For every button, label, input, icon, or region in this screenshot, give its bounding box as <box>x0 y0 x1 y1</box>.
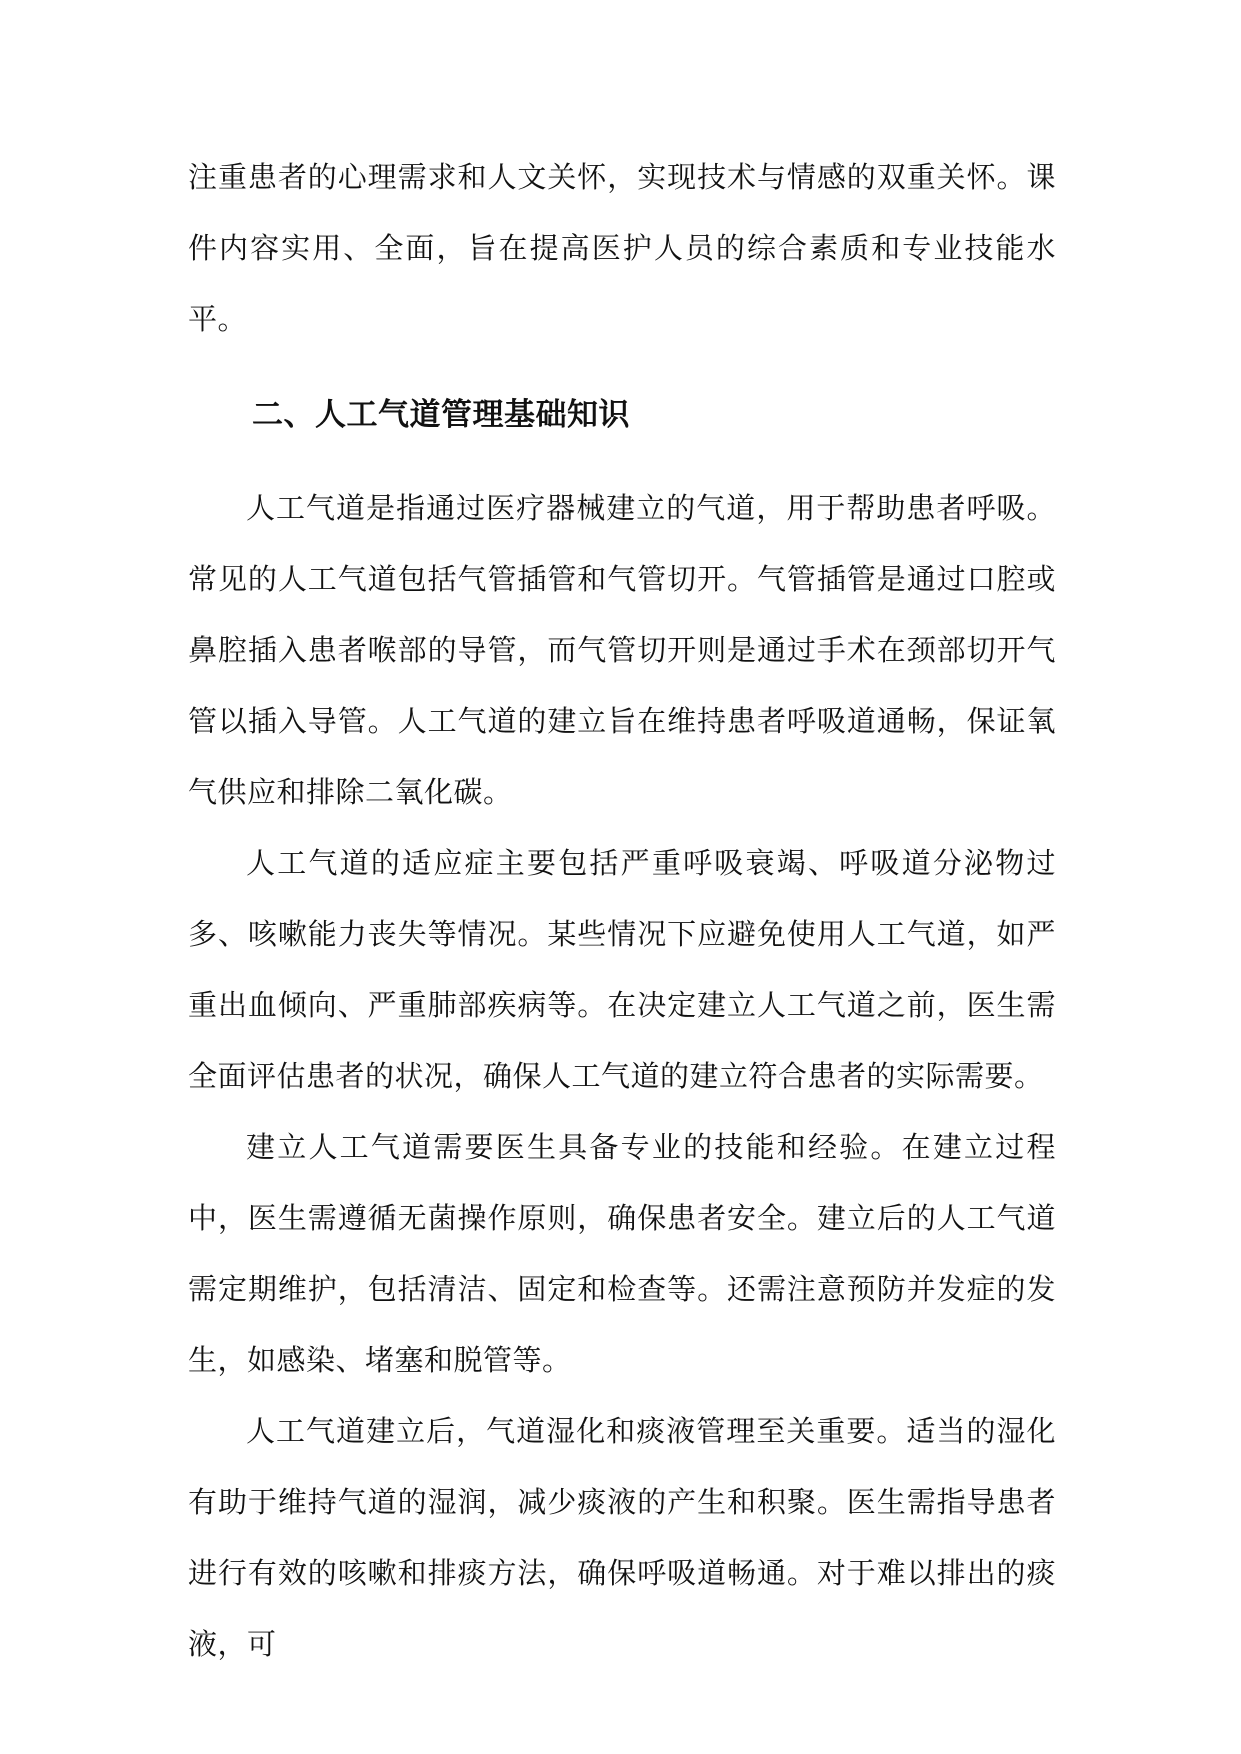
paragraph-establishment: 建立人工气道需要医生具备专业的技能和经验。在建立过程中，医生需遵循无菌操作原则，确保患者安全。建立后的人工气道需定期维护，包括清洁、固定和检查等。还需注意预防并发症的发生，如感染、堵塞和脱管等。 <box>188 1130 1056 1377</box>
paragraph-humidification: 人工气道建立后，气道湿化和痰液管理至关重要。适当的湿化有助于维持气道的湿润，减少痰液的产生和积聚。医生需指导患者进行有效的咳嗽和排痰方法，确保呼吸道畅通。对于难以排出的痰液，可 <box>188 1414 1056 1661</box>
paragraph-indications: 人工气道的适应症主要包括严重呼吸衰竭、呼吸道分泌物过多、咳嗽能力丧失等情况。某些情况下应避免使用人工气道，如严重出血倾向、严重肺部疾病等。在决定建立人工气道之前，医生需全面评估患者的状况，确保人工气道的建立符合患者的实际需要。 <box>188 846 1056 1093</box>
document-body <box>188 142 1056 1680</box>
section-heading: 二、人工气道管理基础知识 <box>252 397 630 433</box>
paragraph-intro-continued: 注重患者的心理需求和人文关怀，实现技术与情感的双重关怀。课件内容实用、全面，旨在提高医护人员的综合素质和专业技能水平。 <box>188 160 1056 336</box>
paragraph-airway-definition: 人工气道是指通过医疗器械建立的气道，用于帮助患者呼吸。常见的人工气道包括气管插管和气管切开。气管插管是通过口腔或鼻腔插入患者喉部的导管，而气管切开则是通过手术在颈部切开气管以插入导管。人工气道的建立旨在维持患者呼吸道通畅，保证氧气供应和排除二氧化碳。 <box>188 491 1056 809</box>
